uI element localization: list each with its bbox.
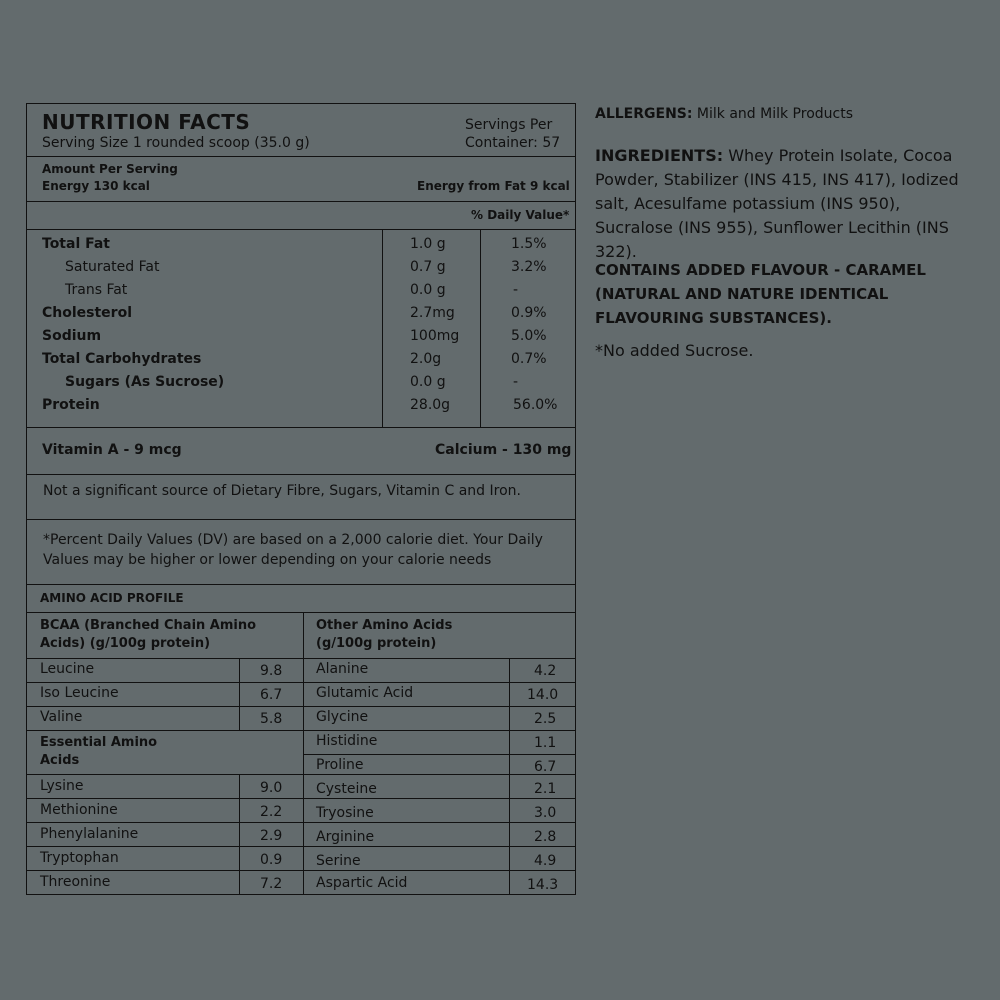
amino-value: 2.5 — [534, 711, 557, 727]
amino-value: 2.1 — [534, 781, 557, 797]
daily-value-header: % Daily Value* — [471, 208, 570, 222]
amino-value: 3.0 — [534, 805, 557, 821]
nutrient-amount: 0.0 g — [410, 282, 446, 298]
amino-name: Aspartic Acid — [316, 875, 408, 891]
ingredients — [595, 144, 975, 264]
amino-value: 5.8 — [260, 711, 283, 727]
ingredients-text: Whey Protein Isolate, Cocoa Powder, Stabilizer (INS 415, INS 417), Iodized salt, Acesulfame potassium (INS 950), Sucralose (INS 955), Sunflower Lecithin (INS 322). — [595, 146, 959, 261]
column-divider — [509, 658, 510, 894]
nutrient-name: Saturated Fat — [65, 259, 160, 275]
other-header-line2: (g/100g protein) — [316, 636, 437, 651]
flavour-line1: CONTAINS ADDED FLAVOUR - CARAMEL — [595, 261, 926, 279]
essential-header-line2: Acids — [40, 753, 80, 768]
divider — [27, 427, 575, 428]
bcaa-header-line2: Acids) (g/100g protein) — [40, 636, 211, 651]
amino-name: Serine — [316, 853, 361, 869]
calcium: Calcium - 130 mg — [435, 442, 572, 458]
vitamin-a: Vitamin A - 9 mcg — [42, 442, 182, 458]
amino-value: 9.0 — [260, 780, 283, 796]
divider — [27, 229, 575, 230]
footnote-line1: *Percent Daily Values (DV) are based on a 2,000 calorie diet. Your Daily — [43, 532, 543, 548]
nutrient-dv: 1.5% — [511, 236, 547, 252]
nutrient-amount: 28.0g — [410, 397, 451, 413]
column-divider — [480, 229, 481, 427]
allergens-text: Milk and Milk Products — [692, 106, 854, 122]
divider — [27, 682, 575, 683]
divider — [27, 822, 575, 823]
nutrient-dv: 56.0% — [513, 397, 558, 413]
nutrient-amount: 100mg — [410, 328, 460, 344]
amino-value: 0.9 — [260, 852, 283, 868]
column-divider — [239, 774, 240, 894]
nutrient-dv: - — [513, 282, 519, 298]
servings-per-line2: Container: 57 — [465, 135, 561, 151]
column-divider — [382, 229, 383, 427]
flavour-statement — [595, 258, 975, 330]
allergens-label: ALLERGENS: — [595, 106, 693, 122]
nutrition-title: NUTRITION FACTS — [42, 110, 251, 134]
nutrient-amount: 0.0 g — [410, 374, 446, 390]
allergens — [595, 102, 975, 126]
nutrient-name: Sodium — [42, 328, 102, 344]
ingredients-label: INGREDIENTS: — [595, 146, 724, 165]
bcaa-header-line1: BCAA (Branched Chain Amino — [40, 618, 257, 633]
footnote-line2: Values may be higher or lower depending on your calorie needs — [43, 552, 492, 568]
nutrient-amount: 2.0g — [410, 351, 442, 367]
divider — [27, 658, 575, 659]
amino-value: 2.9 — [260, 828, 283, 844]
amino-name: Glycine — [316, 709, 369, 725]
amino-value: 6.7 — [260, 687, 283, 703]
divider — [27, 730, 575, 731]
other-header-line1: Other Amino Acids — [316, 618, 453, 633]
amino-name: Glutamic Acid — [316, 685, 414, 701]
amino-value: 14.3 — [527, 877, 559, 893]
nutrient-name: Trans Fat — [65, 282, 128, 298]
amino-value: 4.2 — [534, 663, 557, 679]
amino-profile-header: AMINO ACID PROFILE — [40, 591, 184, 605]
amino-name: Leucine — [40, 661, 95, 677]
divider — [27, 519, 575, 520]
divider — [27, 846, 575, 847]
amino-name: Cysteine — [316, 781, 377, 797]
amino-name: Proline — [316, 757, 364, 773]
nutrient-dv: - — [513, 374, 519, 390]
nutrient-amount: 0.7 g — [410, 259, 446, 275]
amino-name: Lysine — [40, 778, 84, 794]
amino-name: Phenylalanine — [40, 826, 139, 842]
flavour-line2: (NATURAL AND NATURE IDENTICAL — [595, 285, 889, 303]
divider — [27, 774, 575, 775]
divider — [27, 156, 575, 157]
amino-value: 14.0 — [527, 687, 559, 703]
serving-size: Serving Size 1 rounded scoop (35.0 g) — [42, 135, 310, 151]
divider — [303, 754, 575, 755]
nutrient-name: Total Fat — [42, 236, 111, 252]
column-divider — [239, 658, 240, 730]
nutrient-amount: 2.7mg — [410, 305, 455, 321]
nutrient-name: Protein — [42, 397, 100, 413]
energy: Energy 130 kcal — [42, 179, 150, 193]
divider — [27, 474, 575, 475]
amino-name: Methionine — [40, 802, 118, 818]
no-sucrose-note: *No added Sucrose. — [595, 341, 754, 360]
nutrient-name: Total Carbohydrates — [42, 351, 202, 367]
nutrient-dv: 0.9% — [511, 305, 547, 321]
nutrient-name: Cholesterol — [42, 305, 132, 321]
amino-value: 2.8 — [534, 829, 557, 845]
amino-name: Threonine — [40, 874, 111, 890]
energy-from-fat: Energy from Fat 9 kcal — [417, 179, 570, 193]
amount-per-serving: Amount Per Serving — [42, 162, 178, 176]
divider — [27, 201, 575, 202]
amino-value: 6.7 — [534, 759, 557, 775]
divider — [27, 584, 575, 585]
divider — [27, 870, 575, 871]
amino-value: 4.9 — [534, 853, 557, 869]
nutrient-dv: 5.0% — [511, 328, 547, 344]
amino-value: 2.2 — [260, 804, 283, 820]
amino-name: Tryosine — [316, 805, 374, 821]
nutrient-amount: 1.0 g — [410, 236, 446, 252]
flavour-line3: FLAVOURING SUBSTANCES). — [595, 309, 832, 327]
nutrition-facts-panel — [26, 103, 576, 895]
servings-per-line1: Servings Per — [465, 117, 553, 133]
amino-value: 1.1 — [534, 735, 557, 751]
amino-value: 9.8 — [260, 663, 283, 679]
column-divider — [303, 612, 304, 894]
divider — [27, 612, 575, 613]
amino-name: Alanine — [316, 661, 369, 677]
amino-name: Tryptophan — [40, 850, 119, 866]
amino-name: Arginine — [316, 829, 375, 845]
amino-name: Valine — [40, 709, 83, 725]
nutrient-dv: 0.7% — [511, 351, 547, 367]
divider — [27, 798, 575, 799]
nutrient-name: Sugars (As Sucrose) — [65, 374, 225, 390]
amino-name: Histidine — [316, 733, 378, 749]
essential-header-line1: Essential Amino — [40, 735, 158, 750]
amino-value: 7.2 — [260, 876, 283, 892]
amino-name: Iso Leucine — [40, 685, 119, 701]
nutrient-dv: 3.2% — [511, 259, 547, 275]
divider — [27, 706, 575, 707]
not-significant-note: Not a significant source of Dietary Fibre, Sugars, Vitamin C and Iron. — [43, 483, 521, 499]
